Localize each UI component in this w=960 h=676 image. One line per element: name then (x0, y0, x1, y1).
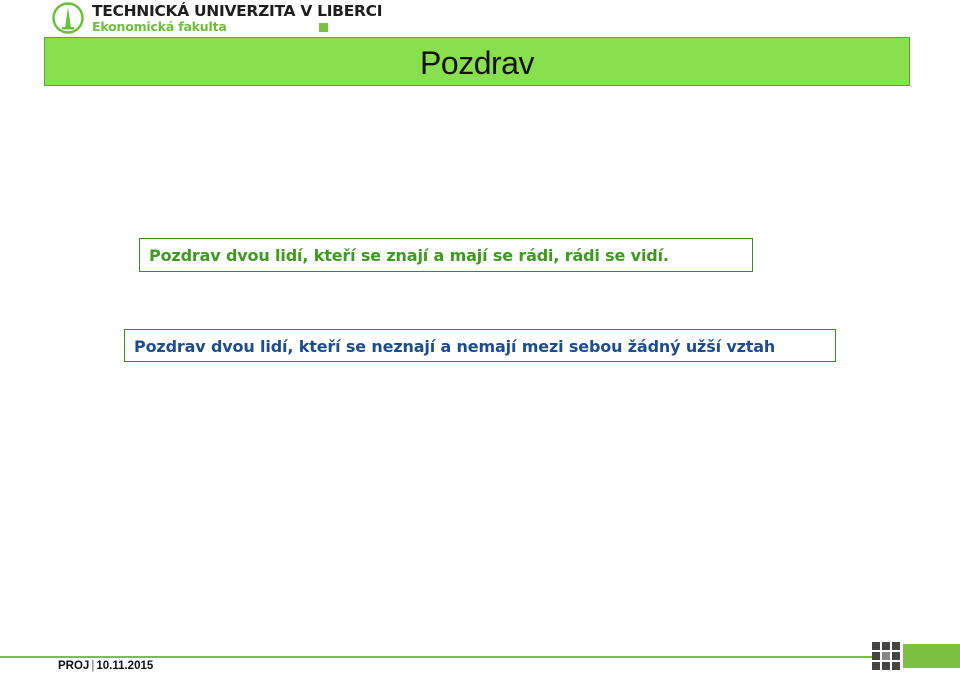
slide-title: Pozdrav (420, 45, 534, 81)
footer-date: 10.11.2015 (96, 660, 154, 672)
faculty-name: Ekonomická fakulta (92, 19, 227, 34)
grid-squares-icon (872, 642, 900, 670)
footer-info (58, 660, 153, 672)
university-name: TECHNICKÁ UNIVERZITA V LIBERCI (92, 2, 383, 20)
university-logo (52, 2, 383, 36)
footer-course: PROJ (58, 660, 90, 672)
statement-box-familiar (139, 238, 753, 272)
statement-text-strangers: Pozdrav dvou lidí, kteří se neznají a nemají mezi sebou žádný užší vztah (134, 337, 776, 356)
statement-box-strangers (124, 329, 836, 362)
logo-square-mark (319, 23, 328, 32)
footer-separator: | (91, 660, 95, 672)
slide-title-bar (44, 37, 910, 86)
tul-emblem-icon (52, 2, 84, 34)
footer-accent-block (903, 644, 960, 668)
footer-divider (0, 656, 872, 658)
statement-text-familiar: Pozdrav dvou lidí, kteří se znají a mají se rádi, rádi se vidí. (149, 246, 669, 265)
